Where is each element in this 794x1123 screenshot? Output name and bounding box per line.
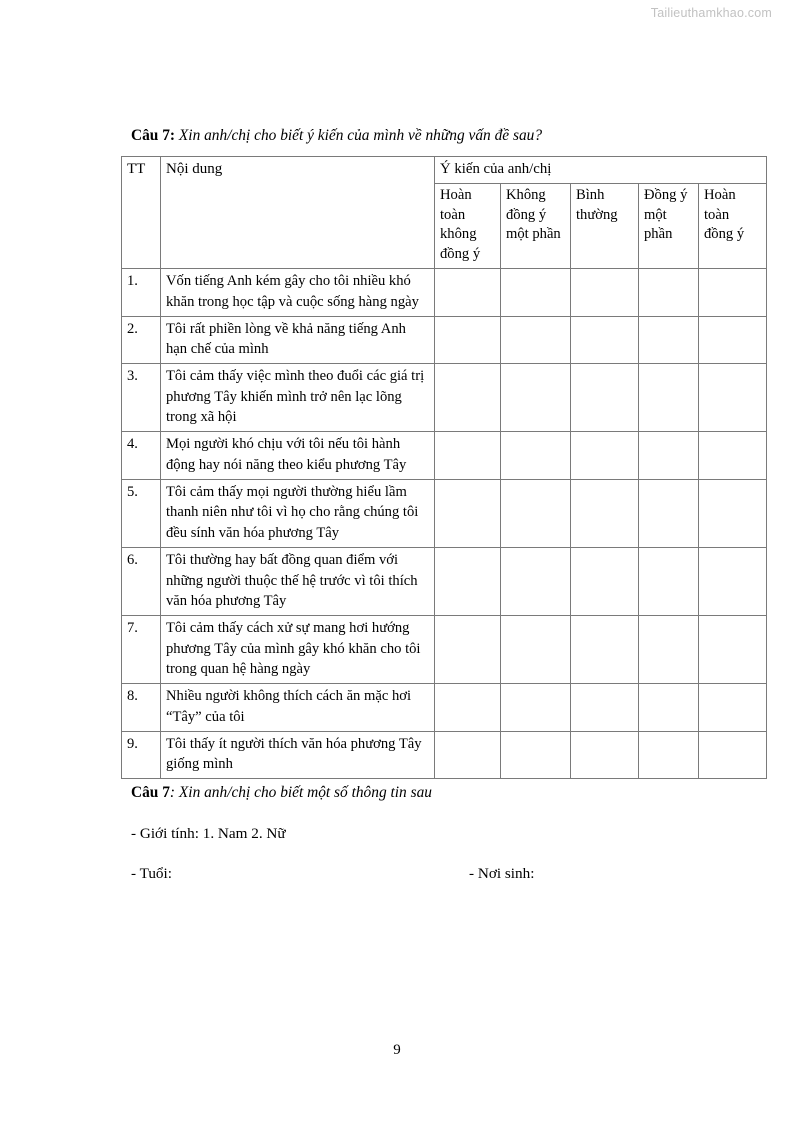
survey-table	[121, 156, 767, 779]
footer-question-label: Câu 7	[131, 783, 170, 801]
answer-cell-strongly-disagree[interactable]	[435, 731, 501, 778]
page-number: 9	[393, 1042, 401, 1058]
watermark: Tailieuthamkhao.com	[650, 6, 772, 20]
answer-cell-neutral[interactable]	[571, 269, 639, 316]
answer-cell-partly-agree[interactable]	[639, 684, 699, 731]
row-content: Tôi thấy ít người thích văn hóa phương Tây giống mình	[161, 731, 435, 778]
header-answer-partly-agree: Đồng ý một phần	[639, 183, 699, 268]
answer-cell-partly-disagree[interactable]	[501, 316, 571, 363]
age-label: - Tuổi:	[131, 865, 172, 883]
row-number: 2.	[122, 316, 161, 363]
footer-question	[121, 783, 766, 804]
row-content: Tôi cảm thấy mọi người thường hiểu lầm thanh niên như tôi vì họ cho rằng chúng tôi đều sính văn hóa phương Tây	[161, 479, 435, 547]
table-row	[122, 316, 767, 363]
row-number: 7.	[122, 615, 161, 683]
answer-cell-strongly-agree[interactable]	[699, 269, 767, 316]
answer-cell-partly-agree[interactable]	[639, 269, 699, 316]
header-answer-neutral: Bình thường	[571, 183, 639, 268]
table-row	[122, 547, 767, 615]
answer-cell-strongly-agree[interactable]	[699, 615, 767, 683]
answer-cell-partly-agree[interactable]	[639, 615, 699, 683]
birthplace-label: - Nơi sinh:	[469, 865, 535, 883]
table-row	[122, 479, 767, 547]
row-content: Tôi cảm thấy việc mình theo đuổi các giá trị phương Tây khiến mình trở nên lạc lõng trong xã hội	[161, 364, 435, 432]
row-number: 4.	[122, 432, 161, 479]
row-content: Tôi rất phiền lòng về khả năng tiếng Anh hạn chế của mình	[161, 316, 435, 363]
answer-cell-partly-agree[interactable]	[639, 547, 699, 615]
header-answer-strongly-disagree: Hoàn toàn không đồng ý	[435, 183, 501, 268]
answer-cell-neutral[interactable]	[571, 316, 639, 363]
answer-cell-strongly-agree[interactable]	[699, 684, 767, 731]
table-header-row-group	[122, 156, 767, 183]
footer-question-text: : Xin anh/chị cho biết một số thông tin sau	[169, 783, 432, 801]
document-page	[121, 0, 766, 885]
age-birthplace-line	[121, 864, 766, 885]
answer-cell-partly-disagree[interactable]	[501, 432, 571, 479]
answer-cell-strongly-agree[interactable]	[699, 479, 767, 547]
header-answer-partly-disagree: Không đồng ý một phần	[501, 183, 571, 268]
table-row	[122, 432, 767, 479]
answer-cell-partly-disagree[interactable]	[501, 731, 571, 778]
row-number: 6.	[122, 547, 161, 615]
answer-cell-strongly-agree[interactable]	[699, 364, 767, 432]
row-content: Tôi thường hay bất đồng quan điểm với những người thuộc thế hệ trước vì tôi thích văn hóa phương Tây	[161, 547, 435, 615]
row-content: Mọi người khó chịu với tôi nếu tôi hành động hay nói năng theo kiểu phương Tây	[161, 432, 435, 479]
answer-cell-neutral[interactable]	[571, 479, 639, 547]
answer-cell-strongly-agree[interactable]	[699, 316, 767, 363]
answer-cell-neutral[interactable]	[571, 684, 639, 731]
answer-cell-strongly-disagree[interactable]	[435, 479, 501, 547]
answer-cell-partly-disagree[interactable]	[501, 547, 571, 615]
answer-cell-partly-agree[interactable]	[639, 432, 699, 479]
row-content: Nhiều người không thích cách ăn mặc hơi “Tây” của tôi	[161, 684, 435, 731]
row-number: 5.	[122, 479, 161, 547]
answer-cell-neutral[interactable]	[571, 731, 639, 778]
answer-cell-partly-disagree[interactable]	[501, 615, 571, 683]
table-row	[122, 731, 767, 778]
question-text: Xin anh/chị cho biết ý kiến của mình về những vấn đề sau?	[175, 127, 543, 144]
header-noidung: Nội dung	[161, 156, 435, 268]
question-title	[121, 126, 766, 147]
answer-cell-partly-disagree[interactable]	[501, 684, 571, 731]
table-row	[122, 615, 767, 683]
table-header	[122, 156, 767, 268]
answer-cell-strongly-disagree[interactable]	[435, 615, 501, 683]
answer-cell-partly-agree[interactable]	[639, 731, 699, 778]
answer-cell-neutral[interactable]	[571, 615, 639, 683]
answer-cell-partly-agree[interactable]	[639, 364, 699, 432]
answer-cell-strongly-disagree[interactable]	[435, 684, 501, 731]
row-number: 1.	[122, 269, 161, 316]
answer-cell-strongly-disagree[interactable]	[435, 269, 501, 316]
header-answer-strongly-agree: Hoàn toàn đồng ý	[699, 183, 767, 268]
answer-cell-strongly-agree[interactable]	[699, 547, 767, 615]
answer-cell-strongly-agree[interactable]	[699, 731, 767, 778]
question-label: Câu 7:	[131, 127, 176, 144]
row-number: 8.	[122, 684, 161, 731]
answer-cell-strongly-agree[interactable]	[699, 432, 767, 479]
row-content: Vốn tiếng Anh kém gây cho tôi nhiều khó khăn trong học tập và cuộc sống hàng ngày	[161, 269, 435, 316]
answer-cell-partly-disagree[interactable]	[501, 364, 571, 432]
gender-line	[121, 824, 766, 845]
answer-cell-strongly-disagree[interactable]	[435, 547, 501, 615]
answer-cell-strongly-disagree[interactable]	[435, 432, 501, 479]
answer-cell-strongly-disagree[interactable]	[435, 364, 501, 432]
answer-cell-neutral[interactable]	[571, 364, 639, 432]
answer-cell-neutral[interactable]	[571, 432, 639, 479]
header-tt: TT	[122, 156, 161, 268]
answer-cell-partly-agree[interactable]	[639, 316, 699, 363]
answer-cell-partly-disagree[interactable]	[501, 269, 571, 316]
table-row	[122, 364, 767, 432]
answer-cell-neutral[interactable]	[571, 547, 639, 615]
row-number: 9.	[122, 731, 161, 778]
row-number: 3.	[122, 364, 161, 432]
table-row	[122, 684, 767, 731]
table-row	[122, 269, 767, 316]
header-opinion-group: Ý kiến của anh/chị	[435, 156, 767, 183]
row-content: Tôi cảm thấy cách xử sự mang hơi hướng phương Tây của mình gây khó khăn cho tôi trong quan hệ hàng ngày	[161, 615, 435, 683]
table-body	[122, 269, 767, 779]
answer-cell-strongly-disagree[interactable]	[435, 316, 501, 363]
gender-label: - Giới tính: 1. Nam 2. Nữ	[131, 824, 286, 842]
answer-cell-partly-agree[interactable]	[639, 479, 699, 547]
answer-cell-partly-disagree[interactable]	[501, 479, 571, 547]
